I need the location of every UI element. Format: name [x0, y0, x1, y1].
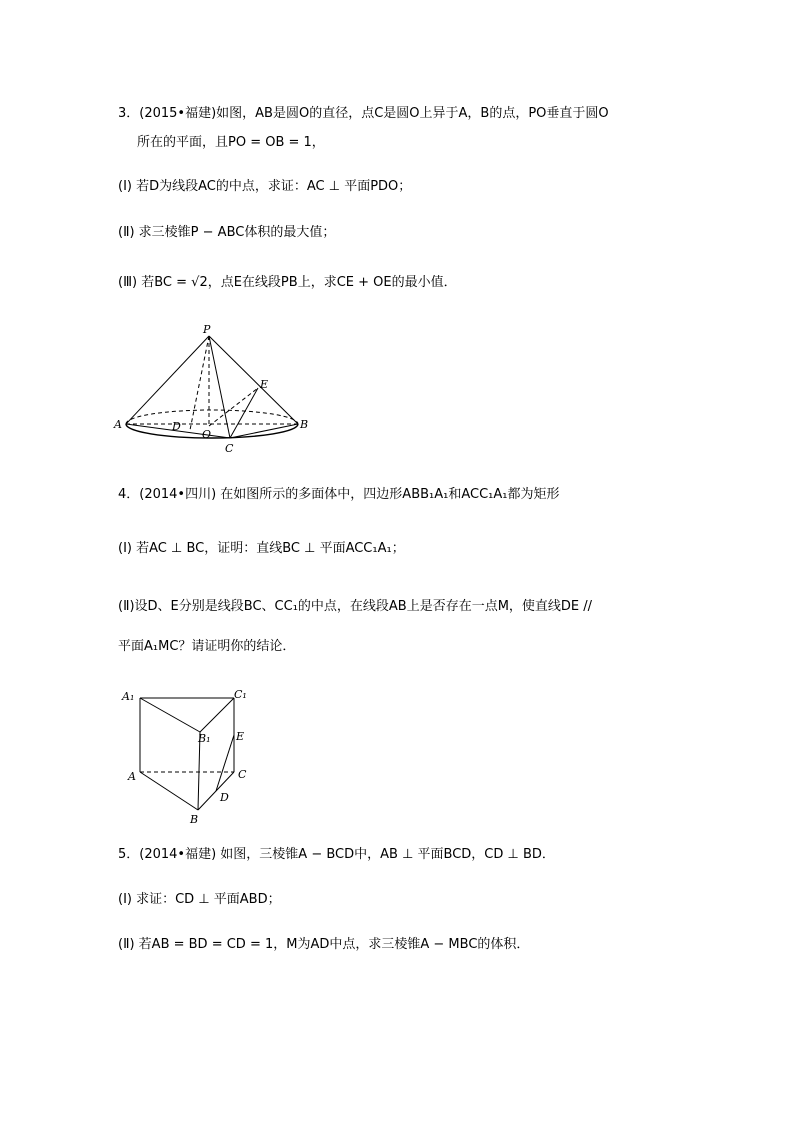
label-E: E	[260, 378, 269, 391]
problem-3-line-2: 所在的平面，且PO = OB = 1，	[137, 135, 325, 150]
problem-3-part-2: (Ⅱ) 求三棱锥P − ABC体积的最大值；	[118, 225, 336, 240]
label-C1: C₁	[234, 688, 247, 701]
problem-4-part-2-cont: 平面A₁MC？请证明你的结论．	[118, 639, 296, 654]
cone-figure	[112, 318, 312, 462]
problem-5-line-1: 5．(2014•福建) 如图，三棱锥A − BCD中，AB ⊥ 平面BCD，CD ⊥ BD．	[118, 847, 555, 862]
label-O: O	[202, 428, 212, 441]
label-B: B	[300, 418, 309, 431]
prism-figure	[118, 680, 268, 834]
label-P: P	[203, 323, 211, 336]
problem-5-part-2: (Ⅱ) 若AB = BD = CD = 1，M为AD中点，求三棱锥A − MBC的体积．	[118, 937, 530, 952]
problem-3-part-3: (Ⅲ) 若BC = √2，点E在线段PB上，求CE + OE的最小值．	[118, 275, 457, 290]
label-B1: B₁	[198, 732, 211, 745]
label-E: E	[236, 730, 245, 743]
label-D: D	[220, 791, 229, 804]
cone-figure-svg	[112, 318, 312, 458]
label-B: B	[190, 813, 199, 826]
label-A1: A₁	[122, 690, 135, 703]
problem-4-line-1: 4．(2014•四川) 在如图所示的多面体中，四边形ABB₁A₁和ACC₁A₁都为矩形	[118, 487, 560, 502]
problem-4-part-1: (Ⅰ) 若AC ⊥ BC，证明：直线BC ⊥ 平面ACC₁A₁；	[118, 541, 405, 556]
problem-3-line-1: 3．(2015•福建)如图，AB是圆O的直径，点C是圆O上异于A，B的点，PO垂直于圆O	[118, 106, 609, 121]
problem-3-part-1: (Ⅰ) 若D为线段AC的中点，求证：AC ⊥ 平面PDO；	[118, 179, 412, 194]
label-C: C	[225, 442, 234, 455]
label-A: A	[128, 770, 136, 783]
label-D: D	[172, 420, 181, 433]
problem-5-part-1: (Ⅰ) 求证：CD ⊥ 平面ABD；	[118, 892, 281, 907]
label-C: C	[238, 768, 247, 781]
label-A: A	[114, 418, 122, 431]
problem-4-part-2: (Ⅱ)设D、E分别是线段BC、CC₁的中点，在线段AB上是否存在一点M，使直线DE //	[118, 599, 593, 614]
prism-figure-svg	[118, 680, 268, 830]
